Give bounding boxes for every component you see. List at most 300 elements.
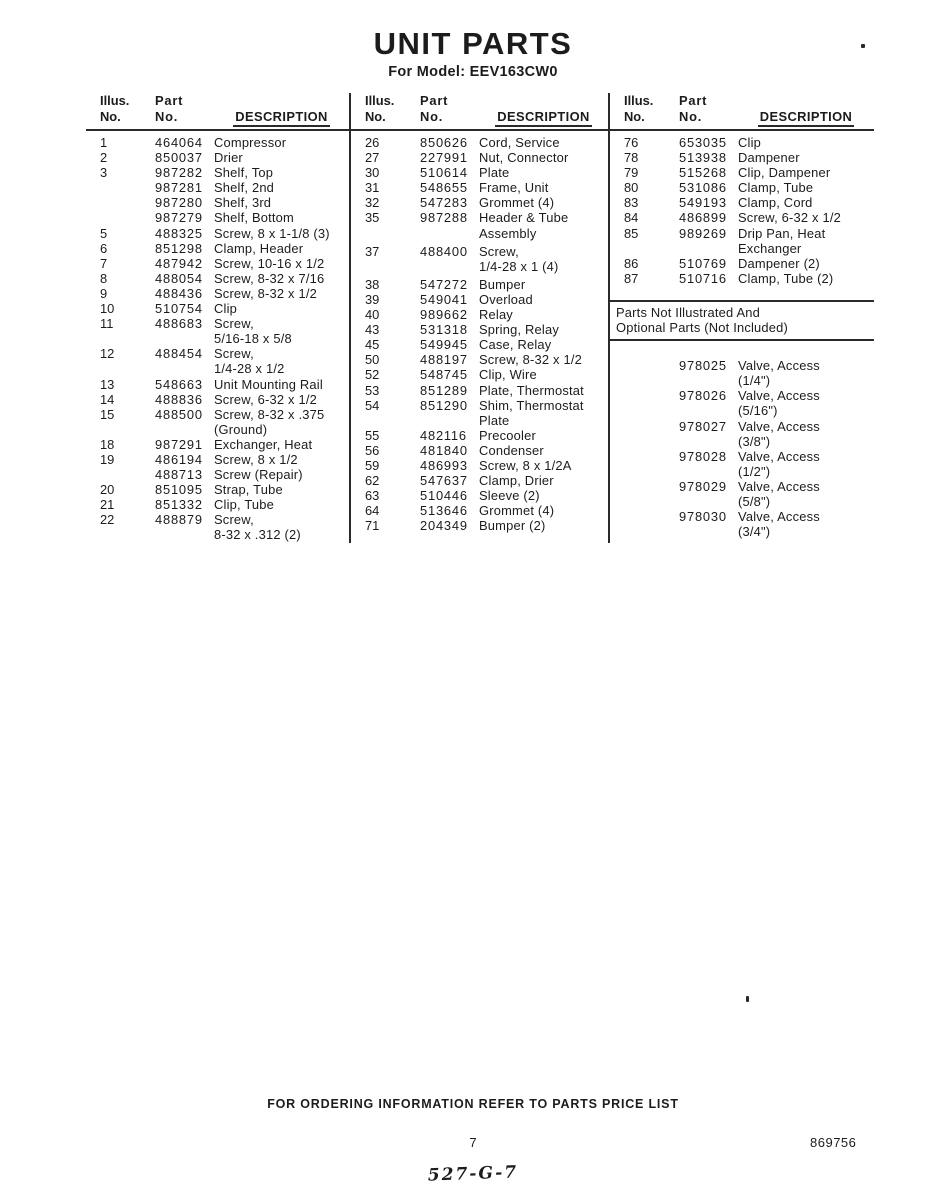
illus-no: 5 [100,225,108,241]
part-no: 547272 [420,276,468,292]
description [479,135,608,150]
description-line: 1/4-28 x 1/2 [214,361,285,377]
description-line: Clamp, Tube [738,180,814,196]
illus-header: Illus. [100,93,130,108]
description-line: Exchanger [738,240,802,256]
part-no: 987280 [155,195,203,211]
illus-no: 30 [365,165,380,181]
illus-no [624,509,679,539]
illus-no: 10 [100,301,115,317]
description [479,292,608,307]
description [214,437,349,452]
description [214,226,349,241]
ordering-note: FOR ORDERING INFORMATION REFER TO PARTS PRICE LIST [267,1097,679,1111]
description [214,316,349,346]
part-no: 531086 [679,180,727,196]
description [214,452,349,467]
header-line-1 [351,93,608,109]
part-no: 488054 [155,270,203,286]
description-line: (3/4") [738,524,771,540]
table-row [351,458,608,473]
illus-header: Illus. [624,93,654,108]
description [214,512,349,542]
table-row [351,473,608,488]
table-row [610,135,874,150]
table-row [610,449,874,479]
illus-no: 20 [100,482,115,498]
not-illustrated-rows [610,358,874,539]
description-line: Valve, Access [738,418,820,434]
description [479,322,608,337]
description [479,383,608,398]
description-line: (1/4") [738,373,771,389]
desc-header-label: DESCRIPTION [758,109,855,128]
illus-no: 53 [365,382,380,398]
description-line: Dampener (2) [738,255,820,271]
part-no: 978026 [679,388,727,404]
part-no: 987281 [155,180,203,196]
description-line: Screw, [214,316,254,332]
illus-header: No. [365,108,386,124]
description-line: (5/8") [738,493,771,509]
not-illustrated-heading [610,300,874,341]
part-no: 987282 [155,165,203,181]
description-line: Unit Mounting Rail [214,376,323,392]
part-no: 488454 [155,346,203,362]
description [214,135,349,150]
part-no: 549041 [420,291,468,307]
part-no: 653035 [679,135,727,150]
description [738,256,874,271]
description [738,195,874,210]
illus-no: 39 [365,291,380,307]
illus-no: 32 [365,195,380,211]
illus-no: 52 [365,367,380,383]
description-line: Shelf, 2nd [214,180,275,196]
table-row [610,271,874,286]
illus-no: 31 [365,180,380,196]
description-line: Shim, Thermostat [479,397,584,413]
part-no: 486194 [155,451,203,467]
description-line: Screw, 8-32 x .375 [214,406,325,422]
part-no: 487942 [155,255,203,271]
description [214,467,349,482]
illus-no: 12 [100,346,115,362]
header-line-2 [610,109,874,128]
description [479,195,608,210]
illus-no: 63 [365,488,380,504]
description [479,244,608,274]
part-no: 488879 [155,512,203,528]
description [214,482,349,497]
description-line: Assembly [479,225,537,241]
part-no: 488713 [155,467,203,483]
description [214,150,349,165]
description [738,180,874,195]
illus-no: 55 [365,427,380,443]
heading-line: Parts Not Illustrated And [616,304,761,320]
column-header [86,93,349,131]
table-row [351,428,608,443]
illus-header: No. [100,108,121,124]
description-line: Clamp, Tube (2) [738,270,834,286]
table-row [86,482,349,497]
part-no: 987279 [155,210,203,226]
illus-no: 45 [365,337,380,353]
description-line: Shelf, 3rd [214,195,272,211]
part-no: 510754 [155,301,203,317]
desc-header-label: DESCRIPTION [495,109,592,128]
page-number: 7 [469,1135,477,1150]
description-line: Screw, 8-32 x 1/2 [479,352,582,368]
description-line: Header & Tube [479,210,569,226]
illus-no: 7 [100,255,108,271]
description [479,150,608,165]
description [479,503,608,518]
table-row [351,150,608,165]
illus-no [100,180,155,195]
illus-no: 59 [365,457,380,473]
page-title: UNIT PARTS [373,26,573,61]
table-row [86,286,349,301]
description-line: Nut, Connector [479,150,569,166]
table-row [351,322,608,337]
table-row [610,256,874,271]
illus-no: 79 [624,165,639,181]
illus-no [100,467,155,482]
illus-no [624,419,679,449]
table-row [86,165,349,180]
part-no: 488683 [155,316,203,332]
description-line: Drier [214,150,243,166]
description-line: Clip, Dampener [738,165,831,181]
table-row [86,301,349,316]
description [214,165,349,180]
description-line: Screw, 8-32 x 1/2 [214,285,317,301]
table-row [351,210,608,240]
description [738,150,874,165]
description-line: Screw, 10-16 x 1/2 [214,255,325,271]
part-header: Part [420,93,449,108]
table-row [351,488,608,503]
part-no: 481840 [420,442,468,458]
description [479,367,608,382]
description-line: Cord, Service [479,135,560,150]
table-row [86,210,349,225]
illus-no: 56 [365,442,380,458]
description-line: Plate [479,412,510,428]
description [214,407,349,437]
description [214,241,349,256]
description-line: Screw, [214,346,254,362]
description [214,210,349,225]
part-no: 850037 [155,150,203,166]
description [479,398,608,428]
part-no: 204349 [420,518,468,534]
table-row [351,195,608,210]
table-row [610,419,874,449]
column-header [610,93,874,131]
table-row [610,210,874,225]
description-line: Bumper [479,276,526,292]
part-no: 851289 [420,382,468,398]
part-no: 851298 [155,240,203,256]
description-line: Sleeve (2) [479,488,540,504]
table-row [86,256,349,271]
desc-header-label: DESCRIPTION [233,109,330,128]
illus-header: Illus. [365,93,395,108]
illus-no: 54 [365,397,380,413]
table-row [86,226,349,241]
illus-no: 3 [100,165,108,181]
part-no: 482116 [420,427,467,443]
table-row [610,388,874,418]
illus-no: 86 [624,255,639,271]
description-line: Frame, Unit [479,180,549,196]
description [738,388,874,418]
part-no: 549193 [679,195,727,211]
table-row [86,180,349,195]
table-row [86,437,349,452]
table-row [86,512,349,542]
heading-line: Optional Parts (Not Included) [616,320,789,336]
description-line: Screw, [214,512,254,528]
desc-header-spacer [738,93,874,109]
description [214,497,349,512]
table-row [86,316,349,346]
part-no: 547637 [420,473,468,489]
description [214,377,349,392]
description [479,352,608,367]
table-row [86,452,349,467]
description-line: Valve, Access [738,509,820,525]
description [738,509,874,539]
description-line: 1/4-28 x 1 (4) [479,258,559,274]
description [738,449,874,479]
description-line: Screw, 8-32 x 7/16 [214,270,325,286]
part-no: 510716 [679,270,727,286]
description [479,518,608,533]
illus-no [624,388,679,418]
description [479,307,608,322]
illus-no: 15 [100,406,115,422]
illus-no: 27 [365,150,380,166]
description [214,195,349,210]
parts-column-3 [608,93,874,543]
header-line-2 [86,109,349,128]
part-no: 513938 [679,150,727,166]
part-no: 531318 [420,322,468,338]
description-line: 5/16-18 x 5/8 [214,331,292,347]
description-line: Plate, Thermostat [479,382,584,398]
part-no: 978029 [679,478,727,494]
description [479,180,608,195]
part-no: 513646 [420,503,468,519]
description-line: Strap, Tube [214,482,283,498]
description [479,337,608,352]
table-row [351,135,608,150]
table-row [610,226,874,256]
table-row [86,467,349,482]
description-line: Case, Relay [479,337,552,353]
illus-no: 85 [624,225,639,241]
description [738,479,874,509]
part-header: No. [155,108,179,124]
part-no: 548745 [420,367,468,383]
description-line: Clamp, Drier [479,473,554,489]
scan-speck [861,44,865,48]
description-line: Plate [479,165,510,181]
description [738,358,874,388]
illus-no: 62 [365,473,380,489]
handwritten-note: 527-G-7 [427,1162,519,1186]
desc-header [479,109,608,128]
illus-no: 40 [365,307,380,323]
illus-no: 26 [365,135,380,150]
table-row [351,398,608,428]
illus-no: 38 [365,276,380,292]
part-header: Part [679,93,708,108]
part-header: No. [679,108,703,124]
table-row [610,358,874,388]
description-line: Condenser [479,442,544,458]
part-header: No. [420,108,444,124]
table-row [610,150,874,165]
table-row [351,180,608,195]
description [214,271,349,286]
table-row [610,165,874,180]
illus-no: 87 [624,270,639,286]
illus-no: 8 [100,270,108,286]
description-line: Drip Pan, Heat [738,225,826,241]
description [479,277,608,292]
part-no: 510614 [420,165,468,181]
desc-header [738,109,874,128]
part-no: 548663 [155,376,203,392]
description-line: Clip [738,135,762,150]
description [738,226,874,256]
illus-no: 14 [100,391,115,407]
description-line: Clip, Wire [479,367,537,383]
description-line: Compressor [214,135,287,150]
part-no: 987288 [420,210,468,226]
header-line-1 [610,93,874,109]
description-line: Exchanger, Heat [214,436,313,452]
desc-header-spacer [214,93,349,109]
table-row [86,241,349,256]
table-row [351,165,608,180]
table-row [86,135,349,150]
description [479,210,608,240]
description [738,165,874,180]
part-no: 488400 [420,243,468,259]
part-no: 851095 [155,482,203,498]
table-row [351,443,608,458]
part-no: 464064 [155,135,203,150]
table-row [86,497,349,512]
part-no: 850626 [420,135,468,150]
description [214,286,349,301]
part-no: 488836 [155,391,203,407]
table-row [86,346,349,376]
description [214,301,349,316]
table-row [351,244,608,274]
illus-no: 43 [365,322,380,338]
illus-no: 1 [100,135,108,150]
model-subtitle: For Model: EEV163CW0 [388,64,558,80]
description-line: Valve, Access [738,478,820,494]
description [479,473,608,488]
description [214,180,349,195]
table-row [610,509,874,539]
part-no: 851332 [155,497,203,513]
part-no: 488500 [155,406,203,422]
header-line-1 [86,93,349,109]
part-no: 978028 [679,448,727,464]
illus-no: 18 [100,436,115,452]
part-no: 987291 [155,436,203,452]
column-header [351,93,608,131]
description-line: (1/2") [738,463,771,479]
description-line: (Ground) [214,421,268,437]
description-line: Valve, Access [738,358,820,374]
illus-no: 6 [100,240,108,256]
part-no: 227991 [420,150,468,166]
description [738,419,874,449]
description-line: Grommet (4) [479,195,555,211]
description-line: Dampener [738,150,800,166]
illus-no: 13 [100,376,115,392]
table-row [351,277,608,292]
table-row [86,195,349,210]
description-line: Screw, 6-32 x 1/2 [214,391,317,407]
part-no: 510769 [679,255,727,271]
description-line: Screw, 8 x 1-1/8 (3) [214,225,330,241]
table-row [610,479,874,509]
illus-no: 37 [365,243,380,259]
table-row [351,383,608,398]
illus-no: 50 [365,352,380,368]
illus-no: 80 [624,180,639,196]
description [738,210,874,225]
part-no: 510446 [420,488,468,504]
description-line: (3/8") [738,433,771,449]
part-no: 549945 [420,337,468,353]
table-row [86,271,349,286]
illus-no: 22 [100,512,115,528]
description-line: Overload [479,291,533,307]
description-line: Spring, Relay [479,322,559,338]
description-line: Clamp, Cord [738,195,813,211]
description-line: Screw, 6-32 x 1/2 [738,210,841,226]
description [214,346,349,376]
description [738,135,874,150]
description-line: Valve, Access [738,448,820,464]
part-no: 978025 [679,358,727,374]
description-line: Clip, Tube [214,497,275,513]
table-row [86,150,349,165]
description-line: Screw, 8 x 1/2A [479,457,572,473]
illus-no: 19 [100,451,115,467]
part-no: 488436 [155,285,203,301]
parts-column-1 [86,93,349,543]
description [479,428,608,443]
illus-no: 9 [100,285,108,301]
part-no: 486899 [679,210,727,226]
description [479,165,608,180]
table-row [351,292,608,307]
illus-no: 84 [624,210,639,226]
